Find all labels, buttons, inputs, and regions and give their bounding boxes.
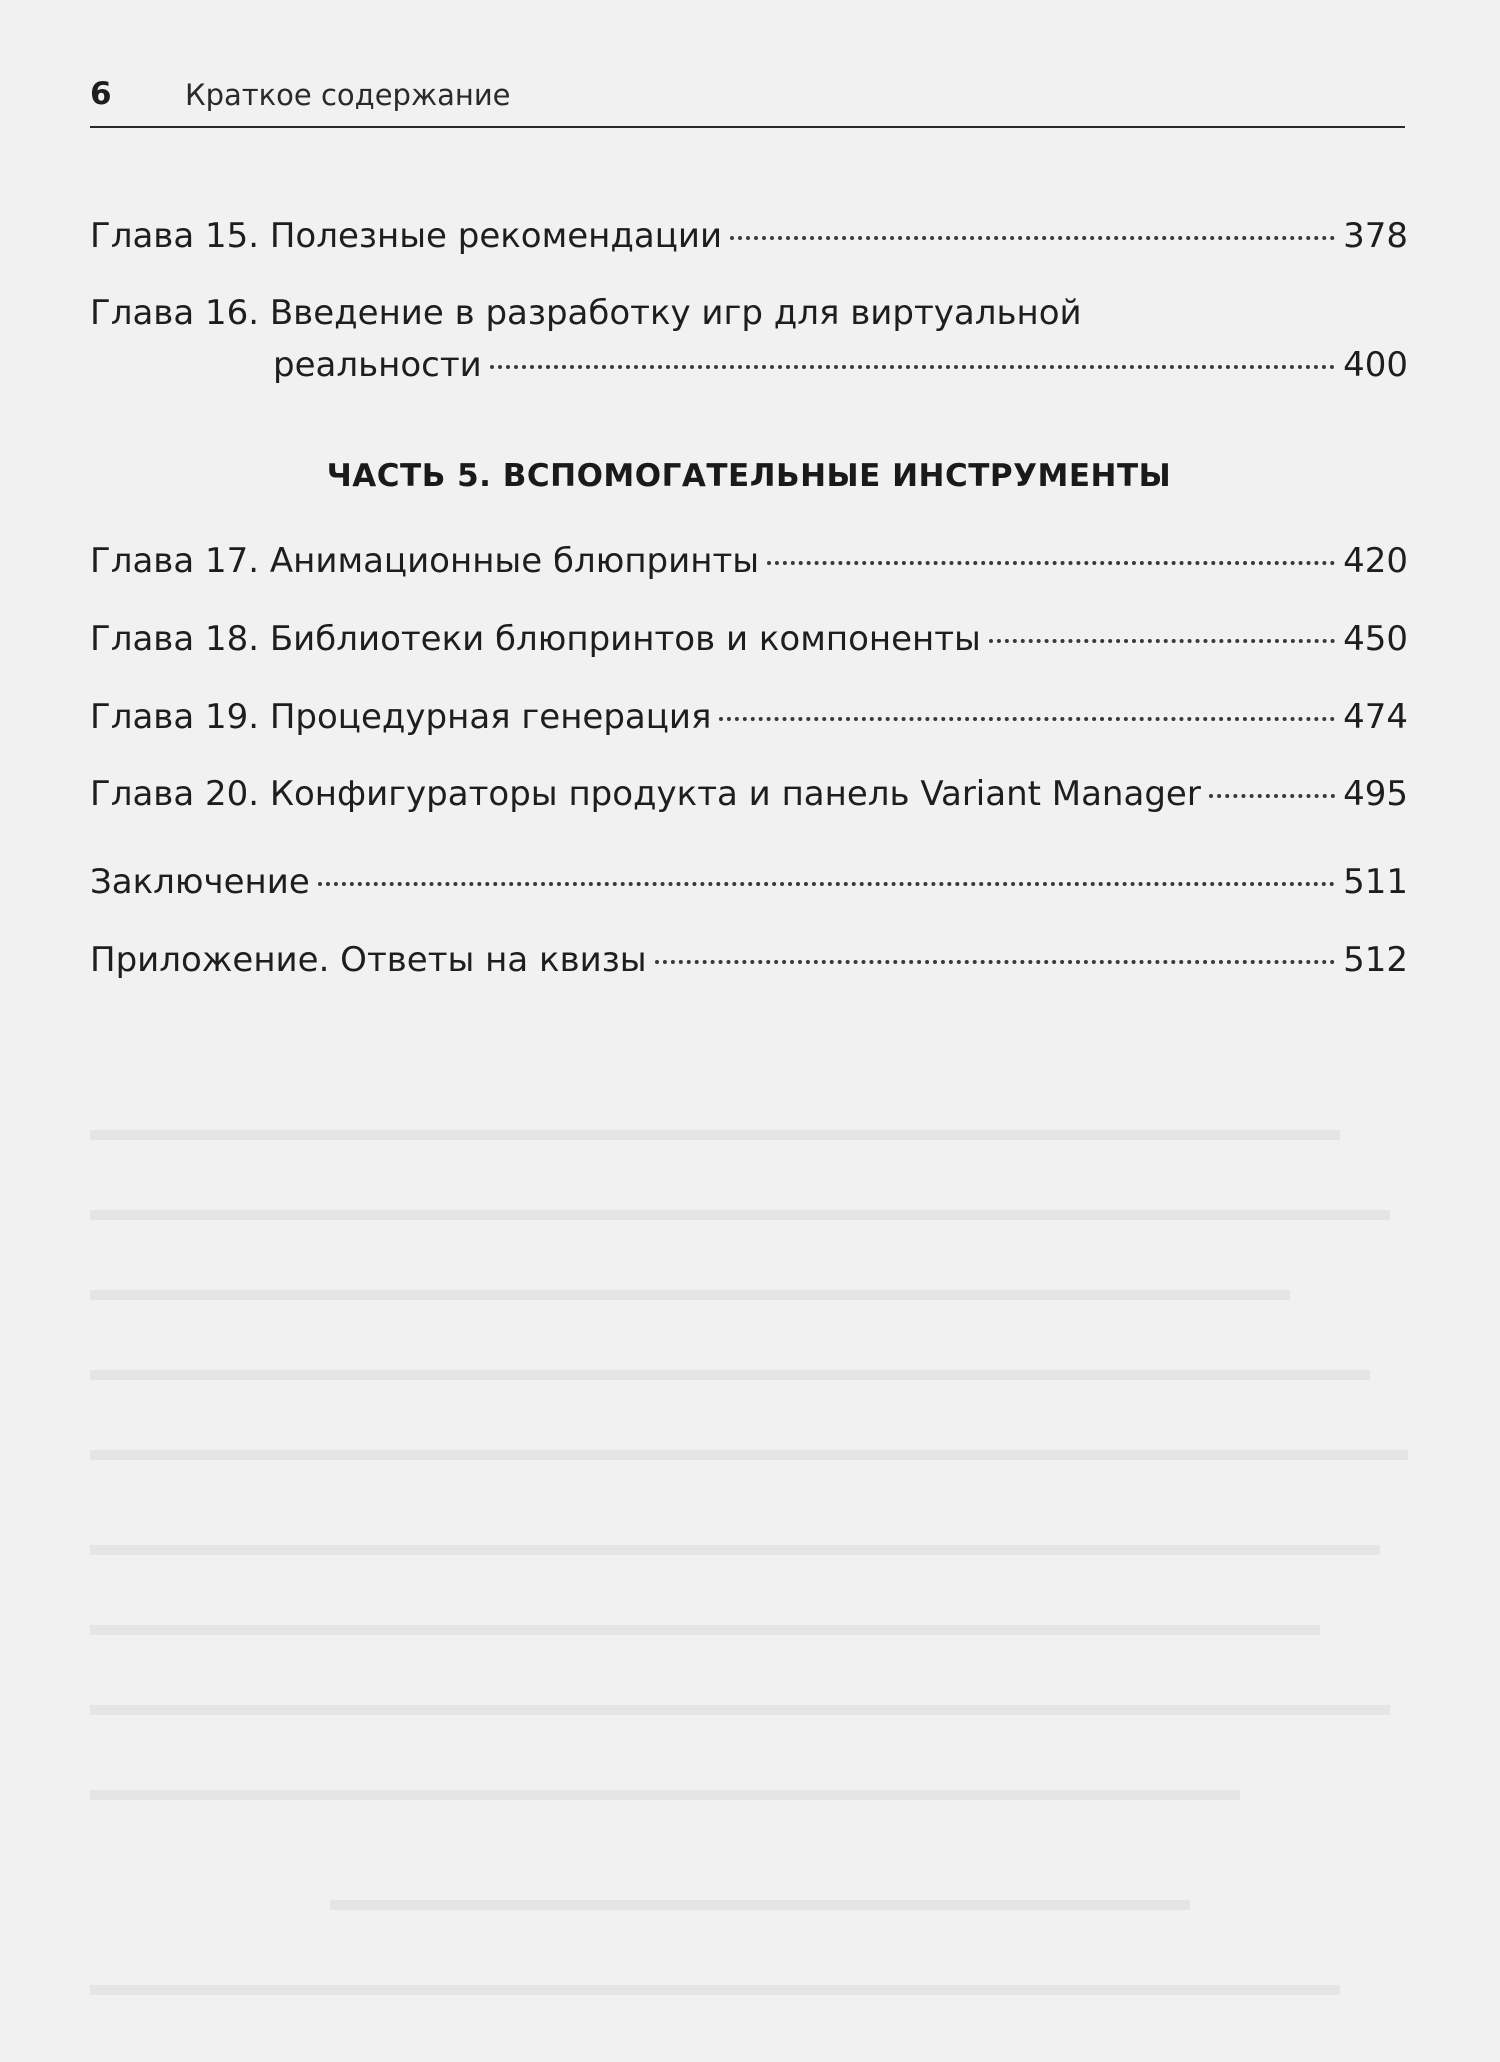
toc-entry-page: 400 — [1343, 345, 1408, 385]
toc-entry-chapter-16 — [90, 287, 1408, 391]
toc-entry-page: 512 — [1343, 940, 1408, 980]
dot-leader — [719, 717, 1335, 721]
toc-entry-title: Заключение — [90, 862, 310, 902]
page-header — [90, 72, 1405, 128]
toc-entry-title: Глава 15. Полезные рекомендации — [90, 216, 723, 256]
dot-leader — [989, 639, 1335, 643]
toc-entry-chapter-20 — [90, 768, 1408, 820]
toc-entry-page: 495 — [1343, 774, 1408, 814]
running-head: Краткое содержание — [185, 78, 511, 112]
show-through-line — [90, 1625, 1320, 1635]
show-through-line — [90, 1130, 1340, 1140]
toc-entry-title: Глава 17. Анимационные блюпринты — [90, 541, 760, 581]
toc-entry-chapter-18 — [90, 613, 1408, 665]
dot-leader — [318, 882, 1335, 886]
toc-entry-page: 450 — [1343, 619, 1408, 659]
show-through-line — [90, 1210, 1390, 1220]
toc-entry-page: 378 — [1343, 216, 1408, 256]
toc-entry-title: Приложение. Ответы на квизы — [90, 940, 647, 980]
toc-entry-conclusion — [90, 856, 1408, 908]
toc-entry-title: Глава 16. Введение в разработку игр для виртуальной — [90, 293, 1082, 333]
toc-entry-appendix — [90, 934, 1408, 986]
dot-leader — [767, 561, 1335, 565]
toc-entry-chapter-15 — [90, 210, 1408, 262]
show-through-line — [90, 1705, 1390, 1715]
toc-entry-chapter-19 — [90, 691, 1408, 743]
toc-entry-chapter-17 — [90, 535, 1408, 587]
toc-entry-page: 474 — [1343, 697, 1408, 737]
show-through-line — [90, 1370, 1370, 1380]
dot-leader — [1209, 794, 1335, 798]
show-through-line — [90, 1985, 1340, 1995]
toc-entry-title: Глава 18. Библиотеки блюпринтов и компоненты — [90, 619, 981, 659]
toc-entry-page: 511 — [1343, 862, 1408, 902]
show-through-line — [330, 1900, 1190, 1910]
toc-entry-title: Глава 19. Процедурная генерация — [90, 697, 712, 737]
show-through-line — [90, 1290, 1290, 1300]
page-number: 6 — [90, 76, 112, 112]
show-through-line — [90, 1790, 1240, 1800]
toc-entry-title: Глава 20. Конфигураторы продукта и панель Variant Manager — [90, 774, 1201, 814]
show-through-line — [90, 1450, 1408, 1460]
part-heading: ЧАСТЬ 5. ВСПОМОГАТЕЛЬНЫЕ ИНСТРУМЕНТЫ — [326, 458, 1172, 494]
show-through-line — [90, 1545, 1380, 1555]
dot-leader — [490, 365, 1335, 369]
dot-leader — [655, 960, 1335, 964]
toc-entry-title-continuation: реальности — [273, 345, 482, 385]
dot-leader — [730, 236, 1335, 240]
toc-entry-page: 420 — [1343, 541, 1408, 581]
